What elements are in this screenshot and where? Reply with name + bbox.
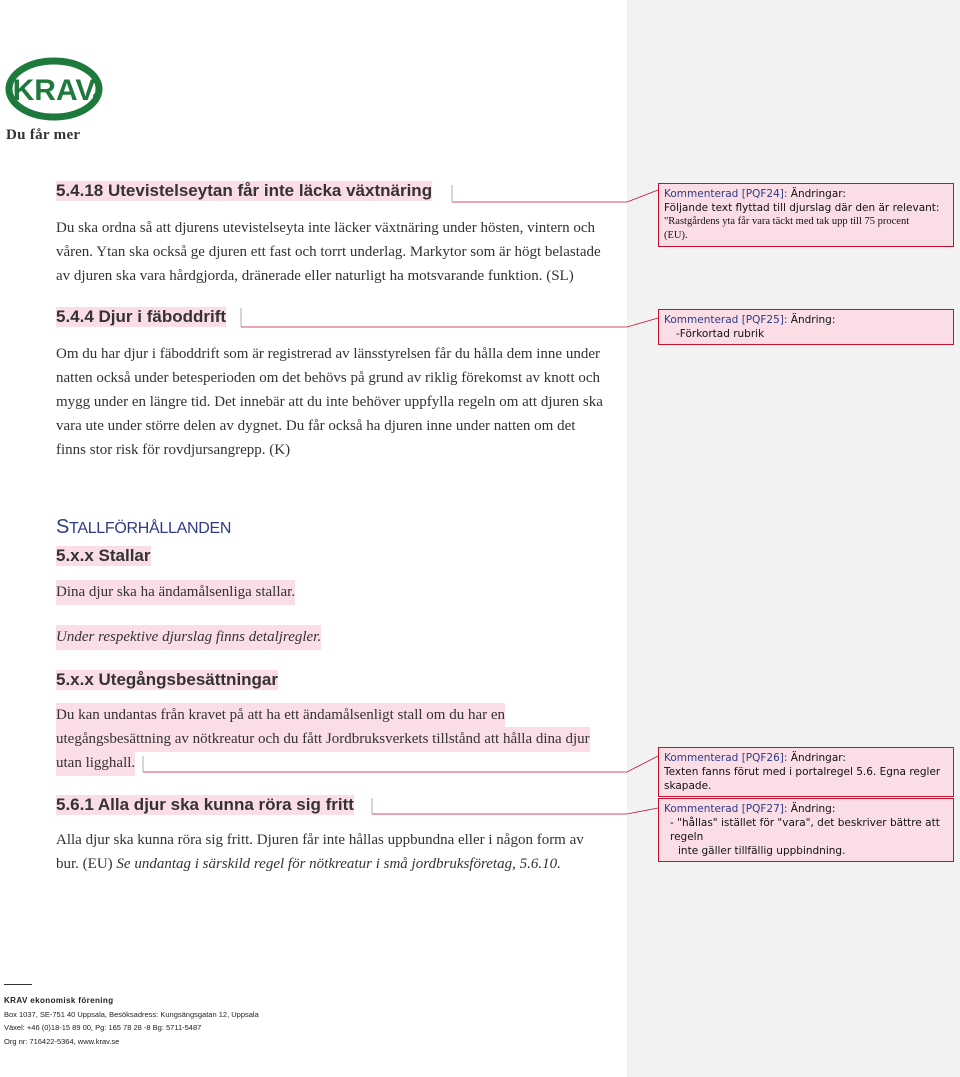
footer-address: Box 1037, SE-751 40 Uppsala, Besöksadress: Kungsängsgatan 12, Uppsala (4, 1009, 259, 1019)
comment-text: (EU). (664, 230, 688, 241)
comment-author: Kommenterad [PQF25]: (664, 314, 788, 326)
paragraph-line: vara ute under större delen av dygnet. Du får också ha djuren inne under natten om det (56, 418, 576, 434)
comment-author: Kommenterad [PQF27]: (664, 803, 788, 815)
paragraph-line: utegångsbesättning av nötkreatur och du fått Jordbruksverkets tillstånd att hålla dina djur (56, 727, 590, 752)
connector-pqf25 (241, 318, 658, 327)
comment-text: skapade. (664, 780, 712, 792)
comment-header (664, 802, 948, 816)
section-heading-initial: S (56, 516, 70, 538)
comment-box-pqf27[interactable] (658, 798, 954, 862)
footer-phone: Växel: +46 (0)18-15 89 00, Pg: 165 78 28 -8 Bg: 5711-5487 (4, 1023, 202, 1032)
comment-type: Ändring: (790, 803, 836, 815)
heading-5-4-18: 5.4.18 Utevistelseytan får inte läcka växtnäring (56, 181, 433, 200)
comment-type: Ändringar: (790, 752, 846, 764)
comment-margin-pane (627, 0, 960, 1077)
heading-5-6-1: 5.6.1 Alla djur ska kunna röra sig fritt (56, 795, 354, 814)
paragraph-stallar-italic: Under respektive djurslag finns detaljregler. (56, 625, 321, 650)
comment-box-pqf25[interactable] (658, 309, 954, 345)
comment-author: Kommenterad [PQF26]: (664, 752, 788, 764)
paragraph-line: mygg under en längre tid. Det innebär att du inte behöver uppfylla regeln om att djuren ska (56, 394, 603, 410)
heading-stallar: 5.x.x Stallar (56, 546, 151, 565)
section-heading-rest: TALLFÖRHÅLLANDEN (69, 520, 232, 537)
footer-org: KRAV ekonomisk förening (4, 996, 114, 1005)
heading-5-4-4: 5.4.4 Djur i fäboddrift (56, 307, 227, 326)
paragraph-line: natten också under betesperioden om det behövs på grund av riklig förekomst av knott och (56, 370, 601, 386)
paragraph-line: utan ligghall. (56, 751, 135, 776)
comment-author: Kommenterad [PQF24]: (664, 188, 788, 200)
comment-box-pqf24[interactable] (658, 183, 954, 247)
paragraph-line: Du kan undantas från kravet på att ha ett ändamålsenligt stall om du har en (56, 703, 505, 728)
connector-pqf26 (143, 756, 658, 772)
paragraph-line: våren. Ytan ska också ge djuren ett fast och torrt underlag. Markytor som är högt belastade (56, 244, 601, 260)
logo-text: KRAV (12, 74, 96, 107)
paragraph-line: av djuren ska vara hårdgjorda, dränerade eller naturligt ha motsvarande funktion. (SL) (56, 268, 574, 284)
page-footer (4, 994, 259, 1048)
paragraph-line (56, 852, 561, 877)
footer-divider (4, 984, 32, 985)
comment-text: - "hållas" istället för "vara", det beskriver bättre att regeln (670, 817, 940, 843)
logo-tagline: Du får mer (6, 127, 81, 143)
heading-utegangsbesattningar: 5.x.x Utegångsbesättningar (56, 670, 279, 689)
paragraph-stallar: Dina djur ska ha ändamålsenliga stallar. (56, 580, 295, 605)
comment-header (664, 751, 948, 765)
paragraph-line: Alla djur ska kunna röra sig fritt. Djuren får inte hållas uppbundna eller i någon form av (56, 832, 584, 848)
footer-orgnr: Org nr: 716422-5364, www.krav.se (4, 1036, 120, 1046)
section-heading (56, 516, 231, 539)
comment-box-pqf26[interactable] (658, 747, 954, 797)
comment-text: "Rastgårdens yta får vara täckt med tak upp till 75 procent (664, 216, 910, 227)
comment-header (664, 313, 948, 327)
connector-pqf27 (372, 808, 658, 814)
paragraph-italic-text: Se undantag i särskild regel för nötkreatur i små jordbruksföretag, 5.6.10. (116, 856, 561, 872)
comment-text: -Förkortad rubrik (676, 328, 765, 340)
paragraph-line: Du ska ordna så att djurens utevistelseyta inte läcker växtnäring under hösten, vintern och (56, 220, 596, 236)
comment-type: Ändringar: (790, 188, 846, 200)
paragraph-line: finns stor risk för rovdjursangrepp. (K) (56, 442, 291, 458)
comment-text: Följande text flyttad till djurslag där den är relevant: (664, 202, 940, 214)
paragraph-text: bur. (EU) (56, 856, 117, 872)
paragraph-line: Om du har djur i fäboddrift som är registrerad av länsstyrelsen får du hålla dem inne under (56, 346, 600, 362)
comment-text: inte gäller tillfällig uppbindning. (678, 845, 846, 857)
comment-text: Texten fanns förut med i portalregel 5.6. Egna regler (664, 766, 941, 778)
comment-header (664, 187, 948, 201)
comment-type: Ändring: (790, 314, 836, 326)
